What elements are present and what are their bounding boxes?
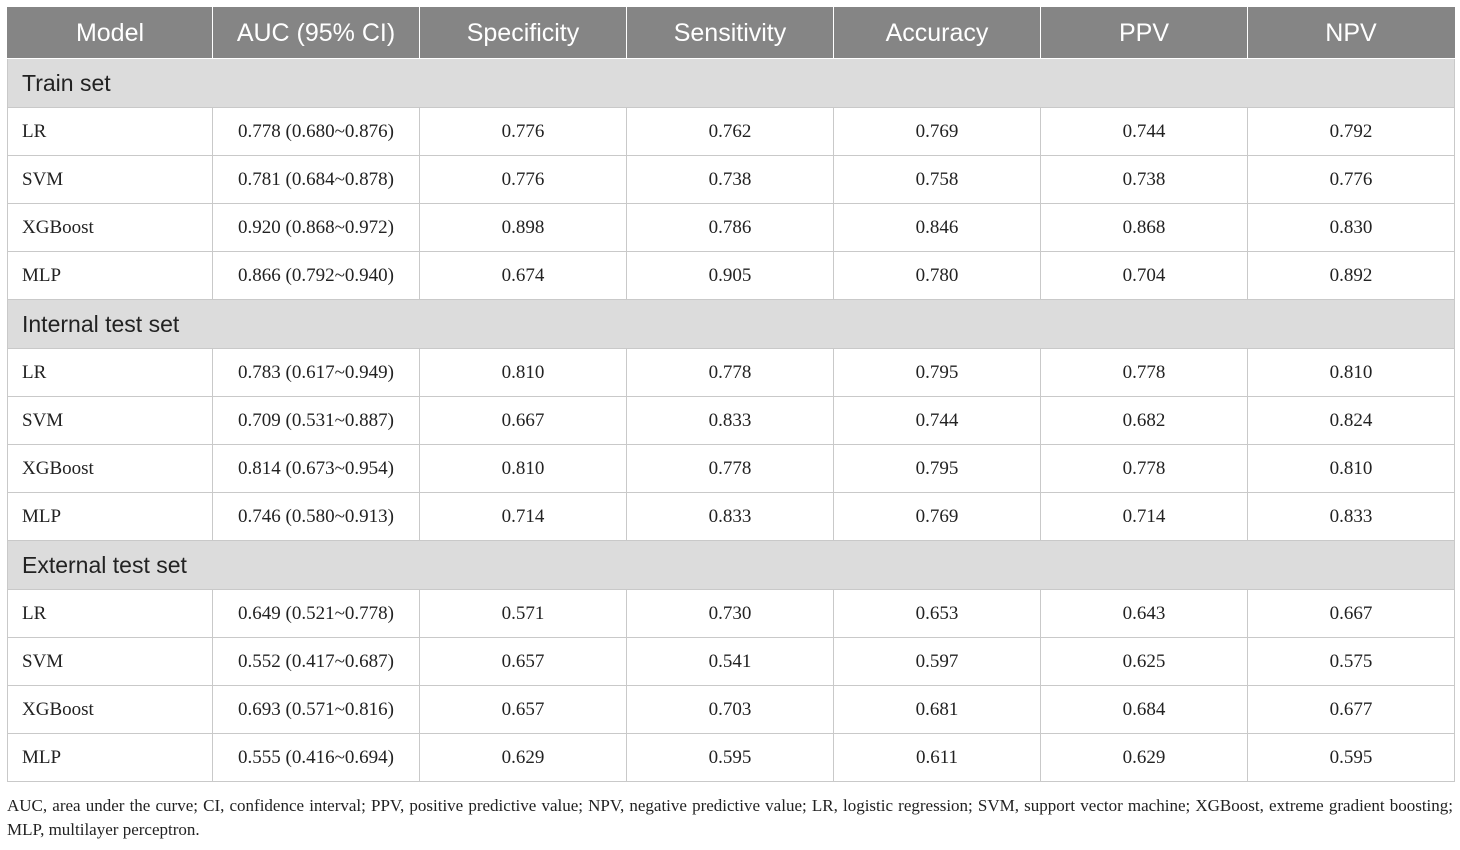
cell-sensitivity: 0.786 xyxy=(627,204,834,252)
cell-sensitivity: 0.833 xyxy=(627,493,834,541)
cell-specificity: 0.898 xyxy=(420,204,627,252)
cell-accuracy: 0.744 xyxy=(834,397,1041,445)
cell-specificity: 0.714 xyxy=(420,493,627,541)
header-row xyxy=(8,8,1455,59)
cell-accuracy: 0.795 xyxy=(834,349,1041,397)
cell-npv: 0.824 xyxy=(1248,397,1455,445)
cell-model: XGBoost xyxy=(8,445,213,493)
model-performance-table xyxy=(7,7,1455,782)
cell-ppv: 0.625 xyxy=(1041,638,1248,686)
header-sensitivity: Sensitivity xyxy=(627,8,834,59)
cell-sensitivity: 0.738 xyxy=(627,156,834,204)
cell-npv: 0.677 xyxy=(1248,686,1455,734)
table-body xyxy=(8,59,1455,782)
table-row xyxy=(8,734,1455,782)
cell-model: MLP xyxy=(8,734,213,782)
section-title: Train set xyxy=(8,59,1455,108)
cell-model: SVM xyxy=(8,397,213,445)
cell-model: MLP xyxy=(8,493,213,541)
cell-auc: 0.866 (0.792~0.940) xyxy=(213,252,420,300)
cell-specificity: 0.629 xyxy=(420,734,627,782)
cell-npv: 0.776 xyxy=(1248,156,1455,204)
table-row xyxy=(8,590,1455,638)
cell-sensitivity: 0.778 xyxy=(627,349,834,397)
header-specificity: Specificity xyxy=(420,8,627,59)
table-row xyxy=(8,204,1455,252)
cell-sensitivity: 0.905 xyxy=(627,252,834,300)
cell-accuracy: 0.769 xyxy=(834,108,1041,156)
cell-specificity: 0.810 xyxy=(420,349,627,397)
cell-model: SVM xyxy=(8,638,213,686)
cell-accuracy: 0.611 xyxy=(834,734,1041,782)
cell-model: SVM xyxy=(8,156,213,204)
cell-accuracy: 0.758 xyxy=(834,156,1041,204)
cell-model: LR xyxy=(8,108,213,156)
cell-ppv: 0.682 xyxy=(1041,397,1248,445)
table-row xyxy=(8,445,1455,493)
cell-model: XGBoost xyxy=(8,686,213,734)
header-auc: AUC (95% CI) xyxy=(213,8,420,59)
cell-specificity: 0.667 xyxy=(420,397,627,445)
header-npv: NPV xyxy=(1248,8,1455,59)
cell-npv: 0.830 xyxy=(1248,204,1455,252)
cell-ppv: 0.643 xyxy=(1041,590,1248,638)
cell-sensitivity: 0.595 xyxy=(627,734,834,782)
cell-auc: 0.552 (0.417~0.687) xyxy=(213,638,420,686)
cell-accuracy: 0.597 xyxy=(834,638,1041,686)
cell-accuracy: 0.795 xyxy=(834,445,1041,493)
cell-accuracy: 0.681 xyxy=(834,686,1041,734)
table-row xyxy=(8,156,1455,204)
cell-auc: 0.814 (0.673~0.954) xyxy=(213,445,420,493)
cell-ppv: 0.629 xyxy=(1041,734,1248,782)
cell-ppv: 0.778 xyxy=(1041,349,1248,397)
cell-model: XGBoost xyxy=(8,204,213,252)
results-table-container xyxy=(7,7,1453,782)
cell-accuracy: 0.653 xyxy=(834,590,1041,638)
table-row xyxy=(8,638,1455,686)
table-footnote: AUC, area under the curve; CI, confidence interval; PPV, positive predictive value; NPV, negative predictive value; LR, logistic regression; SVM, support vector machine; XGBoost, extreme gradient boosting; MLP, multilayer perceptron. xyxy=(7,796,1453,839)
cell-ppv: 0.738 xyxy=(1041,156,1248,204)
cell-ppv: 0.868 xyxy=(1041,204,1248,252)
table-row xyxy=(8,349,1455,397)
section-title: External test set xyxy=(8,541,1455,590)
table-row xyxy=(8,493,1455,541)
cell-auc: 0.555 (0.416~0.694) xyxy=(213,734,420,782)
cell-specificity: 0.810 xyxy=(420,445,627,493)
cell-npv: 0.810 xyxy=(1248,445,1455,493)
cell-auc: 0.693 (0.571~0.816) xyxy=(213,686,420,734)
section-row-external xyxy=(8,541,1455,590)
header-accuracy: Accuracy xyxy=(834,8,1041,59)
section-title: Internal test set xyxy=(8,300,1455,349)
cell-auc: 0.783 (0.617~0.949) xyxy=(213,349,420,397)
cell-sensitivity: 0.762 xyxy=(627,108,834,156)
header-model: Model xyxy=(8,8,213,59)
cell-npv: 0.667 xyxy=(1248,590,1455,638)
cell-npv: 0.833 xyxy=(1248,493,1455,541)
cell-auc: 0.746 (0.580~0.913) xyxy=(213,493,420,541)
cell-auc: 0.778 (0.680~0.876) xyxy=(213,108,420,156)
cell-specificity: 0.571 xyxy=(420,590,627,638)
cell-ppv: 0.684 xyxy=(1041,686,1248,734)
cell-npv: 0.810 xyxy=(1248,349,1455,397)
cell-auc: 0.709 (0.531~0.887) xyxy=(213,397,420,445)
cell-sensitivity: 0.833 xyxy=(627,397,834,445)
cell-sensitivity: 0.541 xyxy=(627,638,834,686)
header-ppv: PPV xyxy=(1041,8,1248,59)
cell-sensitivity: 0.730 xyxy=(627,590,834,638)
cell-accuracy: 0.769 xyxy=(834,493,1041,541)
cell-accuracy: 0.780 xyxy=(834,252,1041,300)
cell-npv: 0.575 xyxy=(1248,638,1455,686)
cell-model: LR xyxy=(8,349,213,397)
table-header xyxy=(8,8,1455,59)
cell-sensitivity: 0.703 xyxy=(627,686,834,734)
cell-model: MLP xyxy=(8,252,213,300)
cell-ppv: 0.704 xyxy=(1041,252,1248,300)
cell-npv: 0.892 xyxy=(1248,252,1455,300)
table-row xyxy=(8,108,1455,156)
cell-ppv: 0.744 xyxy=(1041,108,1248,156)
table-row xyxy=(8,397,1455,445)
cell-specificity: 0.776 xyxy=(420,156,627,204)
cell-auc: 0.781 (0.684~0.878) xyxy=(213,156,420,204)
table-row xyxy=(8,252,1455,300)
cell-npv: 0.595 xyxy=(1248,734,1455,782)
cell-specificity: 0.776 xyxy=(420,108,627,156)
cell-npv: 0.792 xyxy=(1248,108,1455,156)
cell-specificity: 0.674 xyxy=(420,252,627,300)
cell-sensitivity: 0.778 xyxy=(627,445,834,493)
section-row-internal xyxy=(8,300,1455,349)
table-row xyxy=(8,686,1455,734)
cell-ppv: 0.778 xyxy=(1041,445,1248,493)
section-row-train xyxy=(8,59,1455,108)
cell-specificity: 0.657 xyxy=(420,638,627,686)
cell-specificity: 0.657 xyxy=(420,686,627,734)
cell-accuracy: 0.846 xyxy=(834,204,1041,252)
cell-ppv: 0.714 xyxy=(1041,493,1248,541)
cell-model: LR xyxy=(8,590,213,638)
cell-auc: 0.920 (0.868~0.972) xyxy=(213,204,420,252)
cell-auc: 0.649 (0.521~0.778) xyxy=(213,590,420,638)
